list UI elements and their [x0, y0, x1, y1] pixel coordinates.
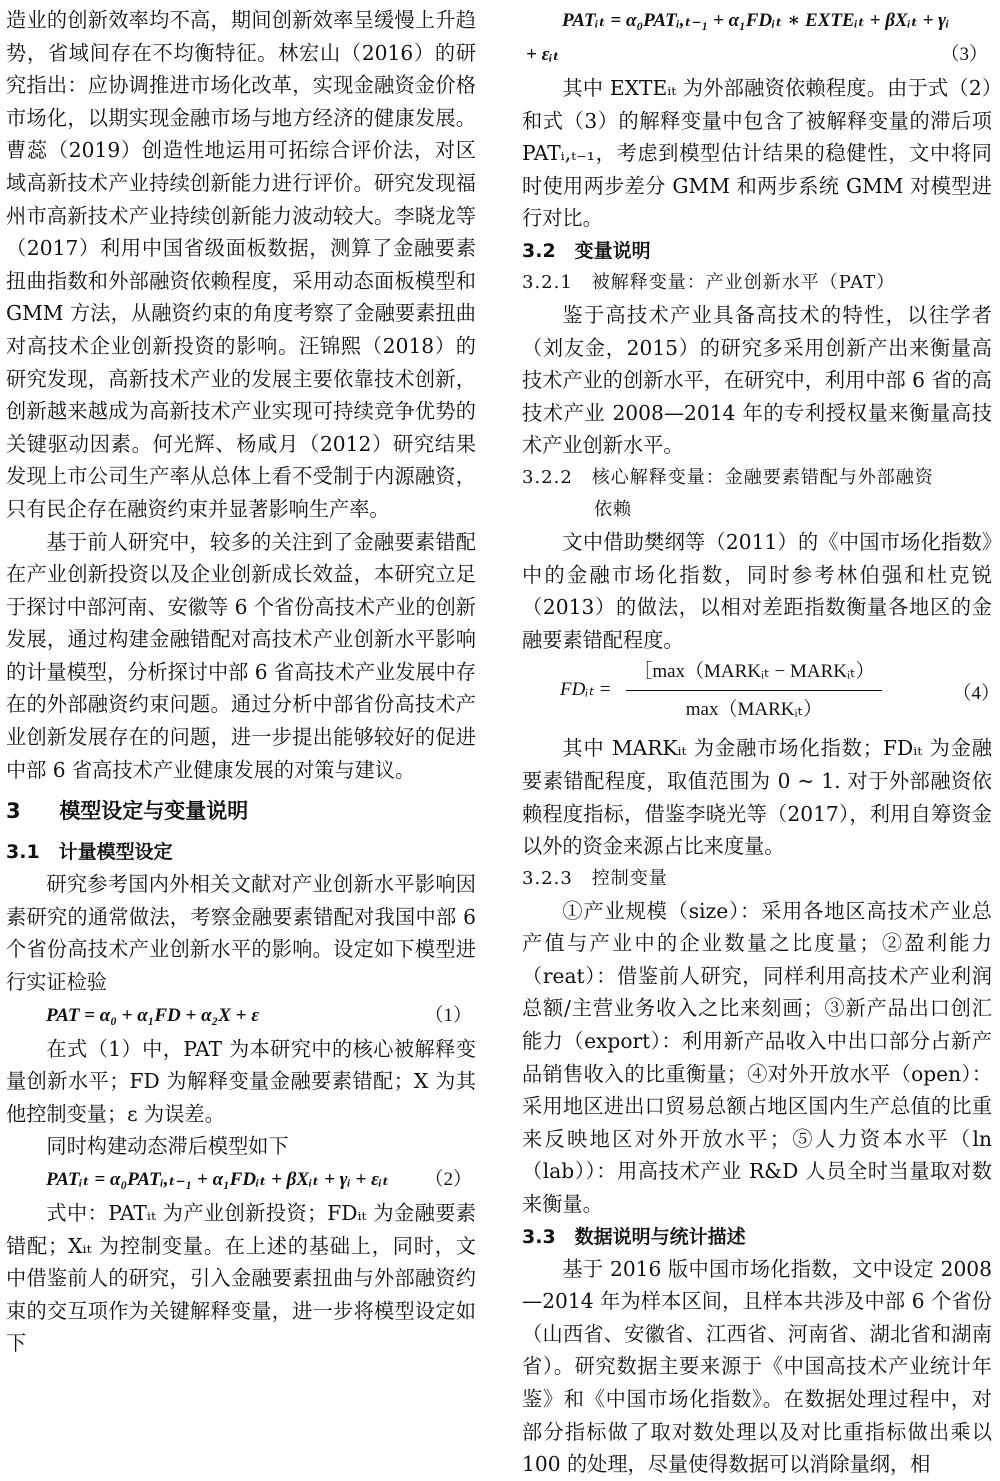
right-paragraph-4: 其中 MARKᵢₜ 为金融市场化指数；FDᵢₜ 为金融要素错配程度，取值范围为 0 ~ 1. 对于外部融资依赖程度指标，借鉴李晓光等（2017），利用自筹资金以外的资金来源占比来度量。 [522, 736, 992, 859]
equation-4-numerator: ［max（MARKᵢₜ − MARKᵢₜ） [633, 661, 875, 683]
section-title: 模型设定与变量说明 [59, 799, 249, 824]
subsection-title: 变量说明 [574, 239, 651, 262]
equation-4-lhs: FDᵢₜ = [560, 679, 612, 701]
left-paragraph-3: 研究参考国内外相关文献对产业创新水平影响因素研究的通常做法，考察金融要素错配对我国中部 6 个省份高技术产业创新水平的影响。设定如下模型进行实证检验 [6, 872, 476, 995]
equation-4-fraction [560, 656, 1000, 728]
right-column [522, 4, 1000, 1481]
fraction-bar [626, 690, 882, 691]
equation-4-number: （4） [952, 683, 1000, 705]
subsubsection-heading-3-2-1: 3.2.1 被解释变量：产业创新水平（PAT） [522, 271, 896, 293]
equation-3-tail: + εᵢₜ [526, 44, 560, 65]
subsubsection-heading-3-2-2-cont: 依赖 [594, 498, 632, 520]
right-paragraph-3: 文中借助樊纲等（2011）的《中国市场化指数》中的金融市场化指数，同时参考林伯强和杜克锐（2013）的做法，以相对差距指数衡量各地区的金融要素错配程度。 [522, 529, 992, 652]
equation-2 [6, 1163, 476, 1197]
left-paragraph-6: 式中：PATᵢₜ 为产业创新投资；FDᵢₜ 为金融要素错配；Xᵢₜ 为控制变量。在上述的基础上，同时，文中借鉴前人的研究，引入金融要素扭曲与外部融资约束的交互项作为关键解释变量，进一步将模型设定如下 [6, 1201, 476, 1356]
subsection-heading-3-1 [6, 836, 476, 868]
equation-4-denominator: max（MARKᵢₜ） [685, 699, 823, 721]
left-paragraph-2: 基于前人研究中，较多的关注到了金融要素错配在产业创新投资以及企业创新成长效益，本研究立足于探讨中部河南、安徽等 6 个省份高技术产业的创新发展，通过构建金融错配对高技术产业创新水平影响的计量模型，分析探讨中部 6 省高技术产业发展中存在的外部融资约束问题。通过分析中部省份高技术产业创新发展存在的问题，进一步提出能够较好的促进中部 6 省高技术产业健康发展的对策与建议。 [6, 529, 476, 782]
right-paragraph-2: 鉴于高技术产业具备高技术的特性，以往学者（刘友金，2015）的研究多采用创新产出来衡量高技术产业的创新水平，在研究中，利用中部 6 省的高技术产业 2008—2014 年的专利授权量来衡量高技术产业创新水平。 [522, 302, 992, 458]
subsubsection-heading-3-2-2: 3.2.2 核心解释变量：金融要素错配与外部融资 [522, 466, 934, 488]
equation-3-body: PATᵢₜ = α₀PATᵢ,ₜ₋₁ + α₁FDᵢₜ ∗ EXTEᵢₜ + βXᵢₜ + γᵢ [562, 10, 950, 31]
equation-1 [6, 999, 476, 1033]
section-number: 3 [6, 799, 21, 824]
left-column [6, 4, 476, 1360]
equation-3-line-1 [522, 4, 992, 38]
subsubsection-heading-3-2-3: 3.2.3 控制变量 [522, 867, 668, 889]
subsection-number: 3.2 [522, 239, 556, 262]
equation-4 [522, 656, 1000, 732]
subsection-title: 数据说明与统计描述 [574, 1225, 746, 1248]
subsection-number: 3.1 [6, 841, 40, 864]
equation-3-number: （3） [940, 44, 988, 65]
right-paragraph-6: 基于 2016 版中国市场化指数，文中设定 2008—2014 年为样本区间，且样本共涉及中部 6 个省份（山西省、安徽省、江西省、河南省、湖北省和湖南省）。研究数据主要来源于《中国高技术产业统计年鉴》和《中国市场化指数》。在数据处理过程中，对部分指标做了取对数处理以及对比重指标做出乘以 100 的处理，尽量使得数据可以消除量纲，相 [522, 1256, 992, 1477]
subsection-title: 计量模型设定 [58, 841, 173, 864]
subsection-heading-3-3 [522, 1221, 992, 1253]
equation-1-body: PAT = α₀ + α₁FD + α₂X + ε [46, 1004, 259, 1026]
left-paragraph-4: 在式（1）中，PAT 为本研究中的核心被解释变量创新水平；FD 为解释变量金融要素错配；X 为其他控制变量；ε 为误差。 [6, 1036, 476, 1126]
section-heading-3 [6, 794, 476, 828]
equation-3-line-2 [522, 38, 992, 72]
equation-1-number: （1） [424, 1004, 472, 1026]
subsection-heading-3-2 [522, 235, 992, 267]
right-paragraph-1: 其中 EXTEᵢₜ 为外部融资依赖程度。由于式（2）和式（3）的解释变量中包含了被解释变量的滞后项 PATᵢ,ₜ₋₁，考虑到模型估计结果的稳健性，文中将同时使用两步差分 GMM 和两步系统 GMM 对模型进行对比。 [522, 76, 992, 231]
left-paragraph-1: 造业的创新效率均不高，期间创新效率呈缓慢上升趋势，省域间存在不均衡特征。林宏山（2016）的研究指出：应协调推进市场化改革，实现金融资金价格市场化，以期实现金融市场与地方经济的健康发展。曹蕊（2019）创造性地运用可拓综合评价法，对区域高新技术产业持续创新能力进行评价。研究发现福州市高新技术产业持续创新能力波动较大。李晓龙等（2017）利用中国省级面板数据，测算了金融要素扭曲指数和外部融资依赖程度，采用动态面板模型和 GMM 方法，从融资约束的角度考察了金融要素扭曲对高技术企业创新投资的影响。汪锦熙（2018）的研究发现，高新技术产业的发展主要依靠技术创新，创新越来越成为高新技术产业实现可持续竞争优势的关键驱动因素。何光辉、杨咸月（2012）研究结果发现上市公司生产率从总体上看不受制于内源融资，只有民企存在融资约束并显著影响生产率。 [6, 8, 476, 521]
left-paragraph-5: 同时构建动态滞后模型如下 [46, 1134, 289, 1159]
equation-2-body: PATᵢₜ = α₀PATᵢ,ₜ₋₁ + α₁FDᵢₜ + βXᵢₜ + γᵢ + εᵢₜ [46, 1169, 390, 1190]
equation-2-number: （2） [424, 1169, 472, 1190]
subsection-number: 3.3 [522, 1225, 556, 1248]
right-paragraph-5: ①产业规模（size）：采用各地区高技术产业总产值与产业中的企业数量之比度量；②盈利能力（reat）：借鉴前人研究，同样利用高技术产业利润总额/主营业务收入之比来刻画；③新产品出口创汇能力（export）：利用新产品收入中出口部分占新产品销售收入的比重衡量；④对外开放水平（open）：采用地区进出口贸易总额占地区国内生产总值的比重来反映地区对外开放水平；⑤人力资本水平（ln（lab））：用高技术产业 R&D 人员全时当量取对数来衡量。 [522, 898, 992, 1217]
